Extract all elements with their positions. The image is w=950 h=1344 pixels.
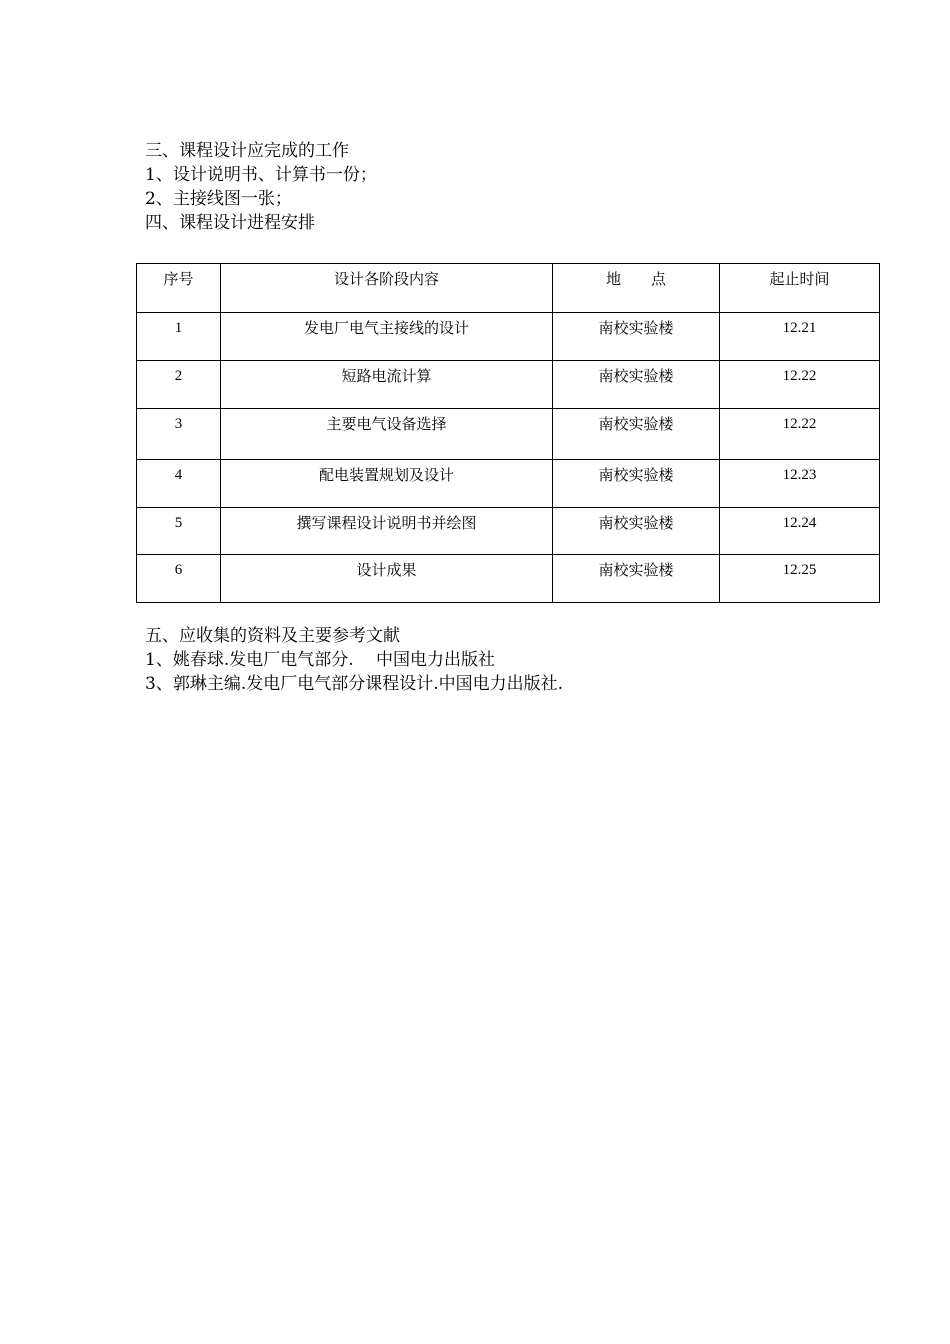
row-no: 6 [137, 555, 221, 603]
table-row [137, 361, 880, 409]
row-no: 1 [137, 313, 221, 361]
header-content: 设计各阶段内容 [221, 264, 553, 313]
schedule-table [136, 263, 880, 603]
section5-heading: 五、应收集的资料及主要参考文献 [145, 626, 400, 646]
row-date: 12.24 [720, 508, 880, 555]
table-row [137, 508, 880, 555]
row-date: 12.22 [720, 409, 880, 460]
row-date: 12.22 [720, 361, 880, 409]
row-content: 配电装置规划及设计 [221, 460, 553, 508]
row-place: 南校实验楼 [553, 361, 720, 409]
row-content: 撰写课程设计说明书并绘图 [221, 508, 553, 555]
table-row [137, 409, 880, 460]
row-place: 南校实验楼 [553, 508, 720, 555]
table-row [137, 313, 880, 361]
row-no: 2 [137, 361, 221, 409]
row-content: 短路电流计算 [221, 361, 553, 409]
row-content: 设计成果 [221, 555, 553, 603]
row-content: 发电厂电气主接线的设计 [221, 313, 553, 361]
section3-item-1: 1、设计说明书、计算书一份； [145, 165, 377, 185]
reference-1: 1、姚春球.发电厂电气部分. 中国电力出版社 [145, 650, 496, 670]
section3-item-2: 2、主接线图一张； [145, 189, 292, 209]
section3-heading: 三、课程设计应完成的工作 [145, 141, 349, 161]
header-no: 序号 [137, 264, 221, 313]
section4-heading: 四、课程设计进程安排 [145, 213, 315, 233]
row-date: 12.25 [720, 555, 880, 603]
row-date: 12.23 [720, 460, 880, 508]
header-date: 起止时间 [720, 264, 880, 313]
table-row [137, 460, 880, 508]
table-header-row [137, 264, 880, 313]
row-place: 南校实验楼 [553, 409, 720, 460]
row-place: 南校实验楼 [553, 313, 720, 361]
row-no: 5 [137, 508, 221, 555]
table-row [137, 555, 880, 603]
row-content: 主要电气设备选择 [221, 409, 553, 460]
header-place: 地 点 [553, 264, 720, 313]
reference-3: 3、郭琳主编.发电厂电气部分课程设计.中国电力出版社. [145, 674, 564, 694]
row-place: 南校实验楼 [553, 460, 720, 508]
row-no: 3 [137, 409, 221, 460]
row-no: 4 [137, 460, 221, 508]
row-date: 12.21 [720, 313, 880, 361]
row-place: 南校实验楼 [553, 555, 720, 603]
